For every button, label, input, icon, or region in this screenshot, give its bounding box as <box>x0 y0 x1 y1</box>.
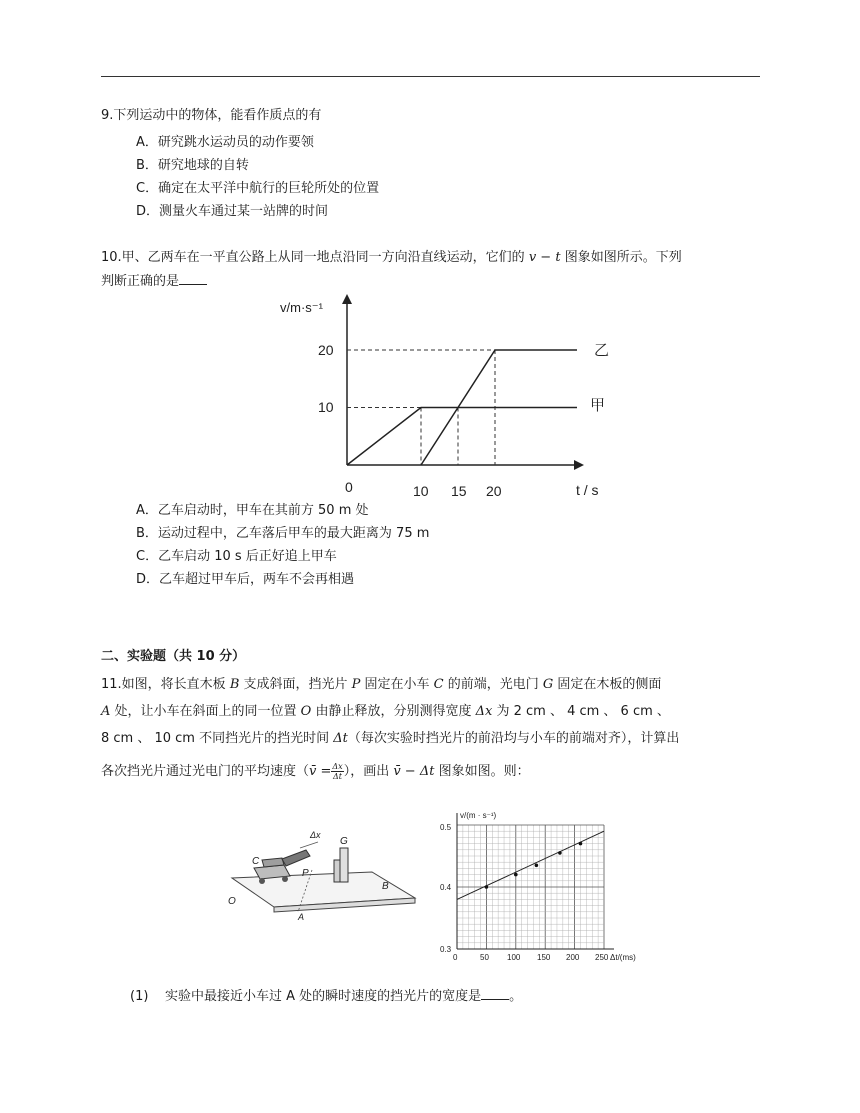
q11-frac-num: Δx <box>332 762 343 771</box>
vt-graph <box>270 290 620 502</box>
q11-sub1-num: (1) <box>130 989 149 1004</box>
apparatus-figure <box>222 812 418 924</box>
plot-y-axis-label: v/(m · s⁻¹) <box>460 811 497 820</box>
plot-x-axis-label: Δt/(ms) <box>610 953 636 962</box>
plot-y-tick-0.4: 0.4 <box>440 883 452 892</box>
vt-lines <box>347 350 577 465</box>
q11-l4-m2: v̄ − Δt <box>393 764 435 779</box>
vt-y-axis-label: v/m·s⁻¹ <box>280 300 323 315</box>
q10-stem-part2: 图象如图所示。下列 <box>564 250 682 265</box>
q9-option-c: C．确定在太平洋中航行的巨轮所处的位置 <box>136 181 380 196</box>
label-B: B <box>382 881 389 892</box>
q11-line1 <box>101 675 661 695</box>
section-title: 二、实验题（共 10 分） <box>101 649 246 664</box>
plot-x-tick-200: 200 <box>566 953 580 962</box>
q10-option-a: A．乙车启动时，甲车在其前方 50 m 处 <box>136 503 369 518</box>
q11-sub1 <box>130 987 522 1007</box>
q9-option-b: B．研究地球的自转 <box>136 158 249 173</box>
q11-l2-t2: 由静止释放，分别测得宽度 <box>311 704 476 719</box>
data-point <box>514 873 518 877</box>
q11-l1-t5: 固定在木板的侧面 <box>553 677 662 692</box>
fit-line <box>457 831 604 899</box>
q10-option-d: D．乙车超过甲车后，两车不会再相遇 <box>136 572 355 587</box>
q10-option-c: C．乙车启动 10 s 后正好追上甲车 <box>136 549 337 564</box>
q11-l4-t1: 各次挡光片通过光电门的平均速度（ <box>101 764 310 779</box>
plot-x-tick-50: 50 <box>480 953 489 962</box>
q11-l2-m2: O <box>300 704 312 719</box>
plot-y-tick-0.3: 0.3 <box>440 945 452 954</box>
cart-wheel <box>259 878 265 884</box>
answer-blank <box>179 272 207 285</box>
q11-l1-t1: 11.如图，将长直木板 <box>101 677 230 692</box>
series-line-jia <box>347 408 577 466</box>
vt-origin-label: 0 <box>345 479 353 495</box>
q11-line4 <box>101 762 530 782</box>
vt-y-tick-20: 20 <box>318 342 334 358</box>
q11-l1-t3: 固定在小车 <box>360 677 434 692</box>
q11-l4-m1: v̄ = <box>309 764 332 779</box>
plot-x-tick-0: 0 <box>453 953 458 962</box>
plot-x-tick-150: 150 <box>537 953 551 962</box>
q11-l3-m1: Δt <box>333 731 348 746</box>
data-point <box>579 842 583 846</box>
q11-line3 <box>101 729 679 749</box>
vt-x-tick-10: 10 <box>413 483 429 499</box>
shutter-plate <box>282 850 310 866</box>
q11-l1-t4: 的前端，光电门 <box>443 677 543 692</box>
label-P: P <box>302 868 309 879</box>
vt-x-axis-label: t / s <box>576 482 599 498</box>
vt-x-tick-15: 15 <box>451 483 467 499</box>
label-A: A <box>298 912 305 922</box>
data-point <box>535 864 539 868</box>
label-dx: Δx <box>310 830 321 840</box>
q11-l1-m2: P <box>351 677 361 692</box>
q9-option-d: D．测量火车通过某一站牌的时间 <box>136 204 329 219</box>
q10-stem-line1 <box>101 248 682 268</box>
data-point <box>558 851 562 855</box>
q11-frac-den: Δt <box>333 772 343 781</box>
label-C: C <box>252 856 260 867</box>
q10-stem-part1: 10.甲、乙两车在一平直公路上从同一地点沿同一方向沿直线运动，它们的 <box>101 250 525 265</box>
vt-y-tick-10: 10 <box>318 399 334 415</box>
q11-sub1-text: 实验中最接近小车过 A 处的瞬时速度的挡光片的宽度是 <box>164 989 482 1004</box>
dx-marker <box>300 842 318 848</box>
q11-line2 <box>101 702 670 722</box>
q11-l1-m3: C <box>433 677 444 692</box>
q11-l3-t2: （每次实验时挡光片的前沿均与小车的前端对齐），计算出 <box>347 731 680 746</box>
q11-fraction <box>331 762 343 781</box>
q10-option-b: B．运动过程中，乙车落后甲车的最大距离为 75 m <box>136 526 430 541</box>
q10-stem-math: v − t <box>528 250 561 265</box>
answer-blank <box>481 987 509 1000</box>
vt-label-yi: 乙 <box>594 342 610 359</box>
q11-l2-t3: 为 2 cm 、 4 cm 、 6 cm 、 <box>492 704 670 719</box>
q11-l4-t3: 图象如图。则： <box>434 764 530 779</box>
label-G: G <box>340 836 348 847</box>
plot-x-tick-250: 250 <box>595 953 609 962</box>
vt-label-jia: 甲 <box>590 397 606 414</box>
header-rule <box>101 76 760 77</box>
q11-l1-t2: 支成斜面，挡光片 <box>239 677 352 692</box>
v-dt-plot <box>424 808 660 964</box>
vt-x-tick-20: 20 <box>486 483 502 499</box>
q11-l4-t2: ），画出 <box>343 764 394 779</box>
q10-stem-line2 <box>101 272 207 292</box>
plot-y-tick-0.5: 0.5 <box>440 823 452 832</box>
q11-sub1-end: 。 <box>509 989 523 1004</box>
data-point <box>485 885 489 889</box>
q9-option-a: A．研究跳水运动员的动作要领 <box>136 135 314 150</box>
plot-marks <box>457 831 604 899</box>
q11-l2-m1: A <box>101 704 111 719</box>
label-O: O <box>228 896 236 907</box>
plot-grid <box>457 813 614 949</box>
cart-top <box>262 858 284 867</box>
q11-l2-m3: Δx <box>475 704 493 719</box>
q11-l1-m1: B <box>229 677 240 692</box>
cart-wheel <box>282 876 288 882</box>
q10-stem-line2-text: 判断正确的是 <box>101 274 180 289</box>
q9-stem: 9.下列运动中的物体，能看作质点的有 <box>101 108 322 123</box>
photogate-stand <box>340 848 348 882</box>
q11-l1-m4: G <box>542 677 554 692</box>
q11-l2-t1: 处，让小车在斜面上的同一位置 <box>110 704 301 719</box>
plot-x-tick-100: 100 <box>507 953 521 962</box>
q11-l3-t1: 8 cm 、 10 cm 不同挡光片的挡光时间 <box>101 731 334 746</box>
